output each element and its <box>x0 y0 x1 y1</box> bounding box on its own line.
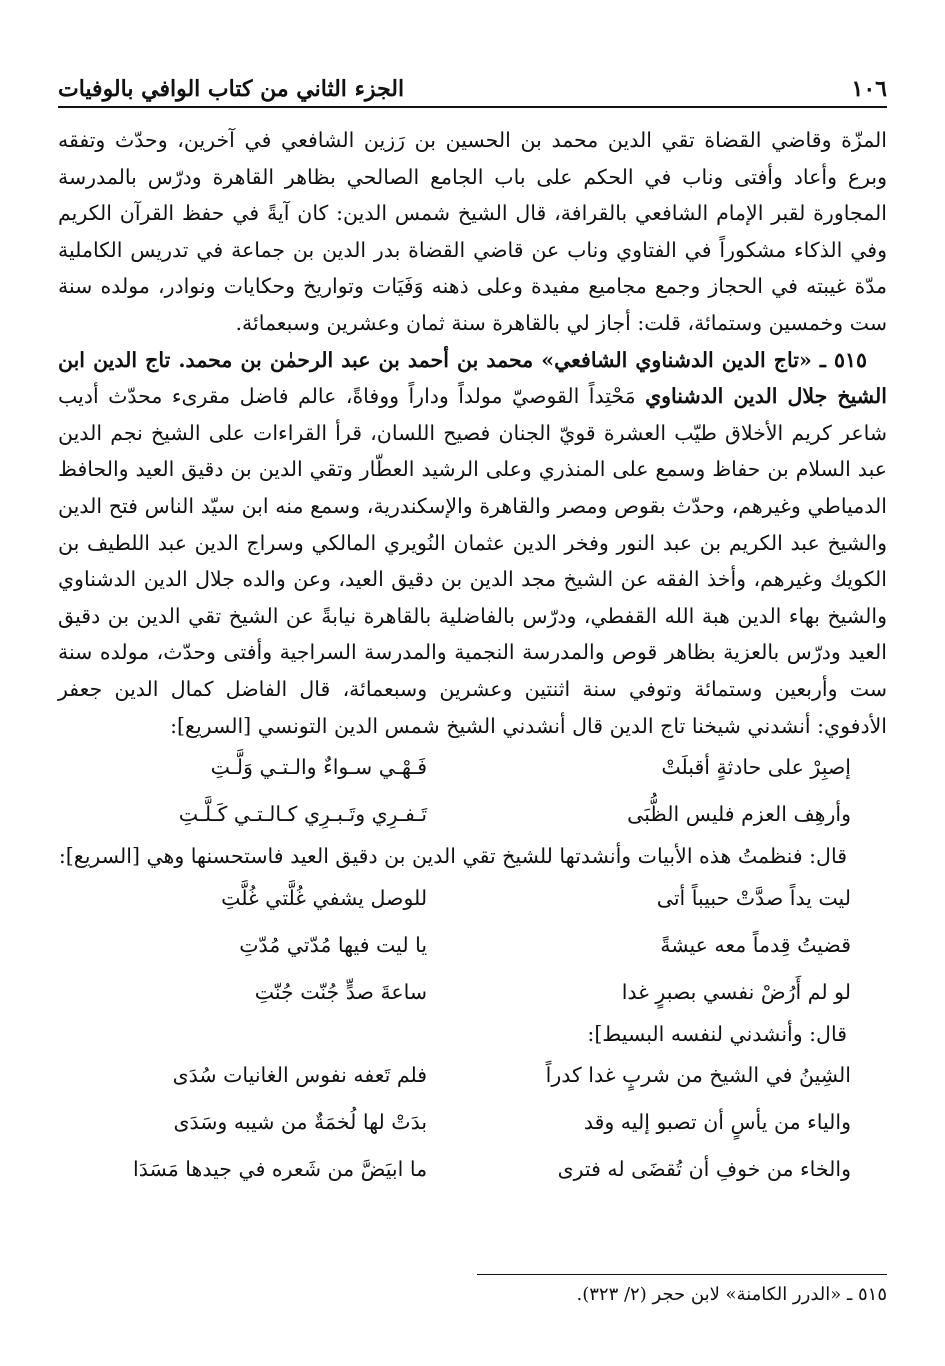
footnote-divider <box>477 1274 887 1275</box>
poem-2 <box>58 875 887 1016</box>
footnote: ٥١٥ ـ «الدرر الكامنة» لابن حجر (٢/ ٣٢٣). <box>576 1284 887 1305</box>
verse-first-hemistich: وأرهِف العزم فليس الظُّبَى <box>627 802 851 827</box>
verse-line <box>58 1052 887 1099</box>
verse-first-hemistich: لو لم أَرُضْ نفسي بصبرٍ غدا <box>621 979 851 1004</box>
verse-second-hemistich: للوصل يشفي غُلَّتي غُلَّتِ <box>221 885 428 910</box>
verse-line <box>58 1099 887 1146</box>
verse-second-hemistich: بدَتْ لها لُخمَةٌ من شيبه وسَدَى <box>173 1110 428 1135</box>
verse-line <box>58 969 887 1016</box>
verse-second-hemistich: تَـفـرِي وتَـبـرِي كـالـتـي كَـلَّـتِ <box>178 802 428 827</box>
verse-first-hemistich: إصبِرْ على حادثةٍ أقبلَتْ <box>661 755 851 780</box>
verse-line <box>58 875 887 922</box>
paragraph-note: قال: فنظمتُ هذه الأبيات وأنشدتها للشيخ تقي الدين بن دقيق العيد فاستحسنها وهي [السريع]: <box>58 844 847 869</box>
verse-line <box>58 1146 887 1193</box>
paragraph-continuation: المزّة وقاضي القضاة تقي الدين محمد بن الحسين بن رَزين الشافعي في آخرين، وحدّث وتفقه وبرع وأعاد وأفتى وناب في الحكم على باب الجامع الصالحي بظاهر القاهرة ودرّس بالمدرسة المجاورة لقبر الإمام الشافعي بالقرافة، قال الشيخ شمس الدين: كان آيةً في حفظ القرآن الكريم وفي الذكاء مشكوراً في الفتاوي وناب عن قاضي القضاة بدر الدين بن جماعة في تدريس الكاملية مدّة غيبته في الحجاز وجمع مجاميع مفيدة وعلى ذهنه وَفَيَات وتواريخ وحكايات ونوادر، مولده سنة ست وخمسين وستمائة، قلت: أجاز لي بالقاهرة سنة ثمان وعشرين وسبعمائة. <box>58 128 887 335</box>
page-body <box>58 122 887 1193</box>
verse-second-hemistich: ما ابيَضَّ من شَعره في جيدها مَسَدَا <box>133 1157 428 1182</box>
poem-3 <box>58 1052 887 1193</box>
poem-1 <box>58 744 887 838</box>
verse-second-hemistich: فَـهْـي سـواءٌ والـتـي وَلَّـتِ <box>210 755 428 780</box>
running-title: الجزء الثاني من كتاب الوافي بالوفيات <box>58 76 405 102</box>
verse-first-hemistich: والخاء من خوفِ أن تُقضَى له فترى <box>557 1157 851 1182</box>
verse-first-hemistich: الشِينُ في الشيخ من شربٍ غدا كدراً <box>545 1063 851 1088</box>
paragraph-note: قال: وأنشدني لنفسه البسيط]: <box>587 1021 847 1046</box>
verse-second-hemistich: يا ليت فيها مُدّتي مُدّتِ <box>239 932 428 957</box>
verse-first-hemistich: ليت يداً صدَّتْ حبيباً أتى <box>656 885 851 910</box>
verse-second-hemistich: فلم تَعفه نفوس الغانيات سُدَى <box>172 1063 428 1088</box>
verse-line <box>58 744 887 791</box>
page-number: ١٠٦ <box>851 76 887 102</box>
entry-515-text: مَحْتِداً القوصيّ مولداً وداراً ووفاةً، عالم فاضل مقرىء محدّث أديب شاعر كريم الأخلاق طيّب العشرة قويّ الجنان فصيح اللسان، قرأ القراءات على الشيخ نجم الدين عبد السلام بن حفاظ وسمع على المنذري وعلى الرشيد العطّار وتقي الدين بن دقيق العيد والحافظ الدمياطي وغيرهم، وحدّث بقوص ومصر والقاهرة والإسكندرية، وسمع منه ابن سيّد الناس فتح الدين والشيخ عبد الكريم بن عبد النور وفخر الدين عثمان النُويري المالكي وسراج الدين عبد اللطيف بن الكويك وغيرهم، وأخذ الفقه عن الشيخ مجد الدين بن دقيق العيد، وعن والده جلال الدين الدشناوي والشيخ بهاء الدين هبة الله القفطي، ودرّس بالفاضلية بالقاهرة نيابةً عن الشيخ تقي الدين بن دقيق العيد ودرّس بالعزية بظاهر قوص والمدرسة النجمية والمدرسة السراجية وأفتى وحدّث، مولده سنة ست وأربعين وستمائة وتوفي سنة اثنتين وعشرين وسبعمائة، قال الفاضل كمال الدين جعفر الأدفوي: أنشدني شيخنا تاج الدين قال أنشدني الشيخ شمس الدين التونسي [السريع]: <box>58 384 887 738</box>
verse-first-hemistich: قضيتُ قِدماً معه عيشةً <box>660 932 851 957</box>
entry-515 <box>58 342 887 745</box>
verse-line <box>58 791 887 838</box>
verse-second-hemistich: ساعةَ صدٍّ جُنّت جُنّتِ <box>254 979 428 1004</box>
verse-line <box>58 922 887 969</box>
running-header <box>58 62 887 108</box>
entry-515-heading: ٥١٥ ـ «تاج الدين الدشناوي الشافعي» محمد بن أحمد بن عبد الرحمٰن بن محمد. تاج الدين ابن الشيخ جلال الدين الدشناوي <box>58 347 887 409</box>
verse-first-hemistich: والياء من يأسٍ أن تصبو إليه وقد <box>583 1110 851 1135</box>
